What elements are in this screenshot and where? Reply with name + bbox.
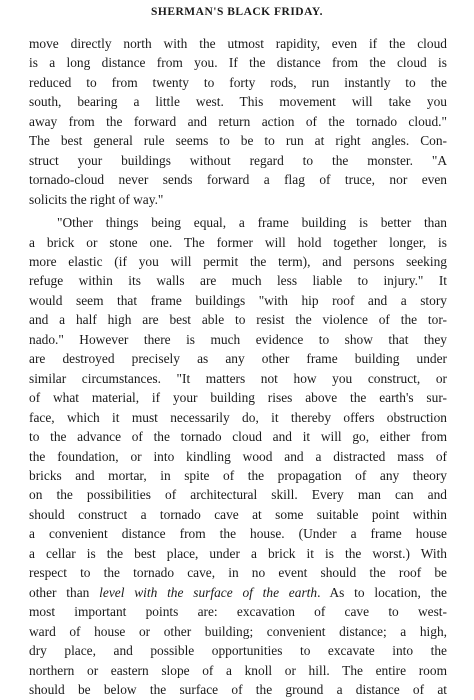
text-line: refuge within its walls are much less liable to injury." It — [29, 273, 447, 289]
text-line: tornado-cloud never sends forward a flag of truce, nor even — [29, 172, 447, 188]
text-line: ward of house or other building; convenient distance; a high, — [29, 623, 447, 639]
text-line: "Other things being equal, a frame building is better than — [57, 215, 447, 231]
text-line: respect to the tornado cave, in no event should the roof be — [29, 565, 447, 581]
text-line: the foundation, or into kindling wood and a distracted mass of — [29, 448, 447, 464]
text-line: northern or eastern slope of a knoll or hill. The entire room — [29, 662, 447, 678]
text-line: face, which it must necessarily do, it thereby offers obstruction — [29, 409, 447, 425]
text-line: on the possibilities of architectural skill. Every man can and — [29, 487, 447, 503]
text-line: south, bearing a little west. This movement will take you — [29, 94, 447, 110]
text-line: are destroyed precisely as any other frame building under — [29, 351, 447, 367]
text-line: dry place, and possible opportunities to excavate into the — [29, 643, 447, 659]
text-line: most important points are: excavation of cave to west- — [29, 604, 447, 620]
text-line: to the advance of the tornado cloud and it will go, either from — [29, 429, 447, 445]
text-line: and a half high are best able to resist the violence of the tor- — [29, 312, 447, 328]
text-line: other than level with the surface of the earth. As to location, the — [29, 584, 447, 600]
text-line: The best general rule seems to be to run at right angles. Con- — [29, 133, 447, 149]
paragraph — [29, 213, 447, 699]
italic-phrase: level with the surface of the earth — [99, 584, 318, 600]
text-line: solicits the right of way." — [29, 191, 164, 207]
text-line: would seem that frame buildings "with hip roof and a story — [29, 292, 447, 308]
text-line: bricks and mortar, in spite of the propagation of any theory — [29, 467, 447, 483]
text-line: move directly north with the utmost rapidity, even if the cloud — [29, 36, 447, 51]
text-line: similar circumstances. "It matters not how you construct, or — [29, 370, 447, 386]
text-line: a brick or stone one. The former will hold together longer, is — [29, 234, 447, 250]
running-head: SHERMAN'S BLACK FRIDAY. — [150, 6, 323, 18]
text-line: nado." However there is much evidence to show that they — [29, 331, 447, 347]
text-line: a cellar is the best place, under a brick it is the worst.) With — [29, 545, 447, 561]
text-line: more elastic (if you will permit the term), and persons seeking — [29, 253, 447, 269]
body-text — [29, 34, 447, 699]
text-line: reduced to from twenty to forty rods, run instantly to the — [29, 74, 447, 90]
text-line: should construct a tornado cave at some suitable point within — [29, 506, 447, 522]
text-line: a convenient distance from the house. (Under a frame house — [29, 526, 447, 542]
text-line: should be below the surface of the ground a distance of at — [29, 681, 447, 697]
text-line: struct your buildings without regard to the monster. "A — [29, 152, 447, 168]
text-line: of what material, if your building rises above the earth's sur- — [29, 390, 447, 406]
paragraph — [29, 34, 447, 209]
text-line: is a long distance from you. If the distance from the cloud is — [29, 55, 447, 71]
text-line: away from the forward and return action of the tornado cloud." — [29, 113, 447, 129]
